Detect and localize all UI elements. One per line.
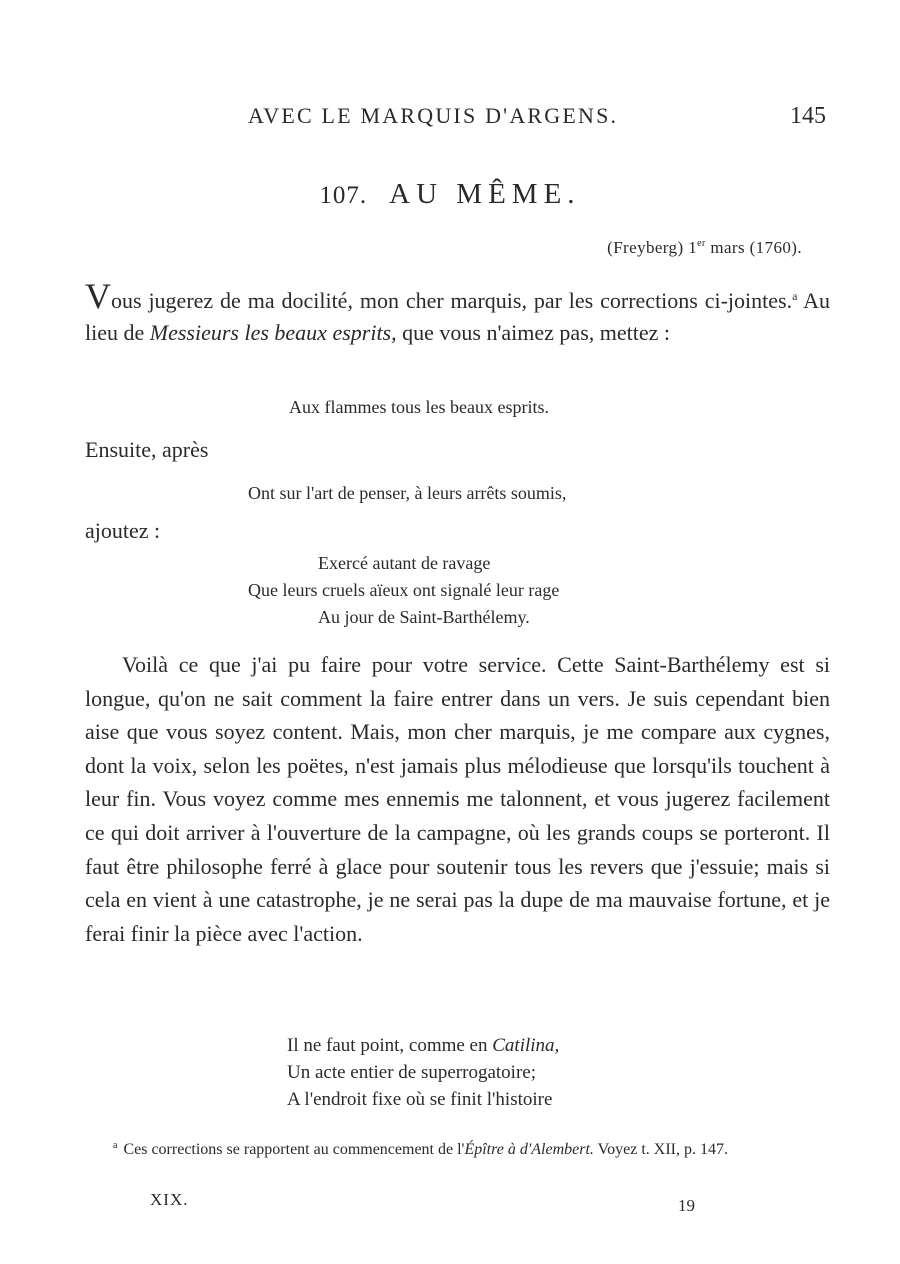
verse-line: Exercé autant de ravage	[318, 553, 491, 573]
verse-line: Au jour de Saint-Barthélemy.	[318, 607, 530, 627]
ajoutez-text: ajoutez :	[85, 518, 161, 543]
ensuite-text: Ensuite, après	[85, 437, 209, 462]
volume-signature: XIX.	[150, 1190, 189, 1209]
footnote-reference: a	[792, 289, 798, 303]
letter-number: 107.	[319, 182, 368, 209]
closing-verse-line	[287, 1032, 559, 1059]
verse-line: Que leurs cruels aïeux ont signalé leur rage	[248, 580, 560, 600]
verse-line: Ont sur l'art de penser, à leurs arrêts soumis,	[248, 483, 567, 503]
page-number: 145	[790, 103, 826, 129]
main-paragraph: Voilà ce que j'ai pu faire pour votre service. Cette Saint-Barthélemy est si longue, qu'on ne sait comment la faire entrer dans un vers. Je suis cependant bien aise que vous soyez content. Mais, mon cher marquis, je me compare aux cygnes, dont la voix, selon les poëtes, n'est jamais plus mélodieuse que lorsqu'ils touchent à leur fin. Vous voyez comme mes ennemis me talonnent, et vous jugerez facilement ce qui doit arriver à l'ouverture de la campagne, où les grands coups se porteront. Il faut être philosophe ferré à glace pour soutenir tous les revers que j'essuie; mais si cela en vient à une catastrophe, je ne serai pas la dupe de ma mauvaise fortune, et je ferai finir la pièce avec l'action.	[85, 652, 830, 946]
running-title: AVEC LE MARQUIS D'ARGENS.	[248, 103, 619, 128]
dateline-month-year: mars (1760).	[710, 238, 802, 257]
gathering-number: 19	[678, 1196, 695, 1215]
intro-text-1: ous jugerez de ma docilité, mon cher marquis, par les corrections ci-jointes.	[111, 288, 793, 313]
letter-title: AU MÊME.	[389, 178, 581, 210]
intro-italic: Messieurs les beaux esprits,	[149, 320, 397, 345]
closing-verse-italic: Catilina,	[492, 1035, 560, 1056]
closing-verse-text: Il ne faut point, comme en	[287, 1035, 493, 1056]
dateline-place: (Freyberg)	[607, 238, 684, 257]
dateline-day-suffix: er	[697, 238, 706, 249]
closing-verse-line: Un acte entier de superrogatoire;	[287, 1062, 536, 1083]
footnote	[85, 1132, 833, 1163]
dateline-day: 1	[688, 238, 698, 257]
footnote-text-2: Voyez t. XII, p. 147.	[593, 1141, 728, 1158]
letter-heading	[0, 178, 900, 211]
intro-text-2: Au lieu de	[85, 288, 830, 345]
closing-verse-line: A l'endroit fixe où se finit l'histoire	[287, 1089, 553, 1110]
drop-cap: V	[85, 276, 111, 316]
footnote-mark: a	[113, 1140, 118, 1151]
dateline	[607, 238, 802, 258]
footnote-text-1: Ces corrections se rapportent au commencement de l'	[123, 1141, 465, 1158]
verse-line: Aux flammes tous les beaux esprits.	[289, 397, 549, 417]
intro-text-3: que vous n'aimez pas, mettez :	[396, 320, 671, 345]
footnote-italic: Épître à d'Alembert.	[464, 1141, 594, 1158]
intro-paragraph	[85, 276, 830, 349]
